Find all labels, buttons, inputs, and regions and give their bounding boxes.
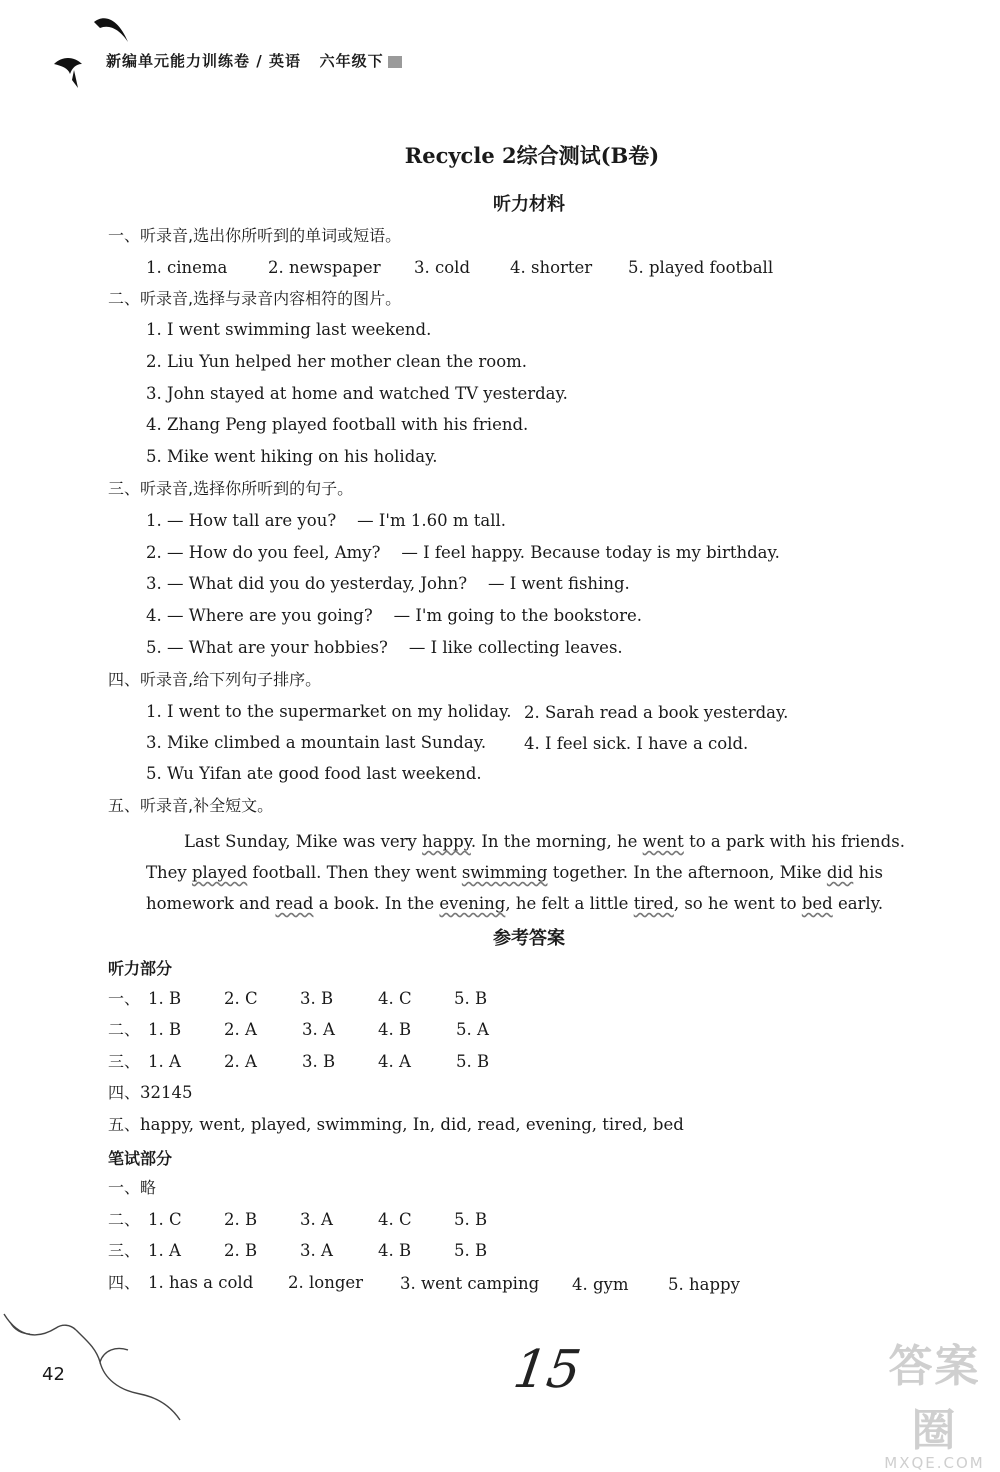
section-4-label: 四、听录音,给下列句子排序。 <box>108 670 322 689</box>
ordering-item: 1. I went to the supermarket on my holiday. <box>146 702 512 721</box>
ordering-item: 3. Mike climbed a mountain last Sunday. <box>146 733 487 752</box>
answer-item: 3. B <box>300 989 334 1008</box>
passage-answer-word: bed <box>801 894 833 913</box>
listening-part-label: 听力部分 <box>108 959 173 978</box>
dialogue-answer: — I'm going to the bookstore. <box>393 606 642 625</box>
passage-text: Last Sunday, Mike was very <box>184 832 423 851</box>
answer-item: 3. A <box>300 1241 333 1260</box>
section-5-label: 五、听录音,补全短文。 <box>108 796 274 815</box>
dialogue-number: 2. <box>146 543 162 562</box>
answer-item: 1. B <box>148 1020 182 1039</box>
section-3-label: 三、听录音,选择你所听到的句子。 <box>108 479 354 498</box>
answer-row-label: 三、 <box>108 1052 141 1071</box>
answer-item: 2. B <box>224 1241 258 1260</box>
dialogue-item <box>146 543 780 563</box>
bird-logo-icon <box>48 8 138 90</box>
passage-text: together. In the afternoon, Mike <box>547 863 827 882</box>
answer-item: 1. B <box>148 989 182 1008</box>
answer-item: 4. C <box>378 989 412 1008</box>
answer-row <box>108 1178 156 1197</box>
answer-item: 4. B <box>378 1241 412 1260</box>
answer-text: happy, went, played, swimming, In, did, read, evening, tired, bed <box>140 1115 684 1134</box>
passage-text: , so he went to <box>673 894 802 913</box>
dialogue-item <box>146 511 506 531</box>
passage-answer-word: happy <box>422 832 471 851</box>
answer-item: 1. A <box>148 1241 181 1260</box>
answer-row <box>108 1083 193 1103</box>
answer-item: 3. went camping <box>400 1274 540 1293</box>
answer-item: 4. A <box>378 1052 411 1071</box>
section-1-label: 一、听录音,选出你所听到的单词或短语。 <box>108 226 402 245</box>
ordering-item: 5. Wu Yifan ate good food last weekend. <box>146 764 482 783</box>
answer-item: 4. B <box>378 1020 412 1039</box>
passage-text: , he felt a little <box>505 894 634 913</box>
answer-text: 略 <box>140 1178 157 1197</box>
listening-item: 4. Zhang Peng played football with his friend. <box>146 415 529 434</box>
header-grade: 六年级下 <box>319 52 384 70</box>
dialogue-number: 1. <box>146 511 162 530</box>
dialogue-question: — How tall are you? <box>167 511 337 530</box>
dialogue-question: — What are your hobbies? <box>167 638 388 657</box>
word-item: 1. cinema <box>146 258 228 277</box>
answer-text: 32145 <box>140 1083 193 1102</box>
corner-decoration-icon <box>0 1300 190 1422</box>
answer-item: 4. gym <box>572 1275 629 1294</box>
dialogue-question: — How do you feel, Amy? <box>167 543 381 562</box>
listening-item: 1. I went swimming last weekend. <box>146 320 432 339</box>
passage-text: early. <box>832 894 884 913</box>
answer-row-label: 三、 <box>108 1241 141 1260</box>
dialogue-question: — What did you do yesterday, John? <box>167 574 468 593</box>
word-item: 3. cold <box>414 258 471 277</box>
ordering-item: 4. I feel sick. I have a cold. <box>524 734 749 753</box>
answer-item: 3. B <box>302 1052 336 1071</box>
page-title: Recycle 2综合测试(B卷) <box>404 143 660 168</box>
dialogue-number: 3. <box>146 574 162 593</box>
section-2-label: 二、听录音,选择与录音内容相符的图片。 <box>108 289 402 308</box>
dialogue-question: — Where are you going? <box>167 606 373 625</box>
word-item: 2. newspaper <box>268 258 381 277</box>
dialogue-number: 5. <box>146 638 162 657</box>
dialogue-answer: — I'm 1.60 m tall. <box>357 511 506 530</box>
answer-item: 5. B <box>454 989 488 1008</box>
answer-item: 2. B <box>224 1210 258 1229</box>
answer-item: 1. C <box>148 1210 182 1229</box>
dialogue-number: 4. <box>146 606 162 625</box>
answer-row-label: 二、 <box>108 1210 141 1229</box>
ordering-item: 2. Sarah read a book yesterday. <box>524 703 789 722</box>
answer-item: 2. A <box>224 1020 257 1039</box>
dialogue-item <box>146 574 630 594</box>
answer-item: 1. A <box>148 1052 181 1071</box>
answer-item: 5. B <box>454 1241 488 1260</box>
passage-answer-word: played <box>191 863 248 882</box>
answer-item: 1. has a cold <box>148 1273 254 1292</box>
answer-row-label: 一、 <box>108 989 141 1008</box>
watermark-main: 答案圈 <box>888 1341 981 1456</box>
word-item: 5. played football <box>628 258 774 277</box>
answer-row-label: 四、 <box>108 1083 141 1102</box>
passage-text: . In the morning, he <box>470 832 643 851</box>
listening-heading: 听力材料 <box>493 194 565 215</box>
answer-item: 4. C <box>378 1210 412 1229</box>
page-number: 42 <box>42 1364 65 1385</box>
answer-item: 3. A <box>300 1210 333 1229</box>
word-item: 4. shorter <box>510 258 593 277</box>
answer-row-label: 一、 <box>108 1178 141 1197</box>
dialogue-item <box>146 606 642 626</box>
answer-item: 5. A <box>456 1020 489 1039</box>
header-subject: 英语 <box>268 52 301 70</box>
passage-answer-word: tired <box>633 894 674 913</box>
dialogue-item <box>146 638 623 658</box>
listening-item: 3. John stayed at home and watched TV yesterday. <box>146 384 568 403</box>
dialogue-answer: — I feel happy. Because today is my birthday. <box>401 543 780 562</box>
passage-answer-word: went <box>642 832 684 851</box>
answer-item: 5. B <box>456 1052 490 1071</box>
answer-item: 2. A <box>224 1052 257 1071</box>
answer-row-label: 四、 <box>108 1273 141 1292</box>
answer-row-label: 五、 <box>108 1115 141 1134</box>
header-title: 新编单元能力训练卷 / 英语 六年级下 <box>106 50 402 71</box>
passage-answer-word: did <box>826 863 854 882</box>
answer-item: 2. longer <box>288 1273 364 1292</box>
passage-text: a book. In the <box>313 894 440 913</box>
answer-item: 5. happy <box>668 1275 740 1294</box>
passage <box>146 826 946 919</box>
passage-text: football. Then they went <box>247 863 462 882</box>
answer-item: 3. A <box>302 1020 335 1039</box>
passage-text: to a park with his friends. They <box>146 832 905 882</box>
passage-text: his homework and <box>146 863 883 913</box>
written-part-label: 笔试部分 <box>108 1149 173 1168</box>
answers-heading: 参考答案 <box>493 928 565 949</box>
answer-row <box>108 1115 684 1135</box>
passage-answer-word: read <box>275 894 314 913</box>
passage-answer-word: evening <box>439 894 506 913</box>
header-series: 新编单元能力训练卷 <box>106 52 251 70</box>
watermark <box>872 1330 997 1472</box>
dialogue-answer: — I like collecting leaves. <box>408 638 623 657</box>
answer-item: 5. B <box>454 1210 488 1229</box>
answer-row-label: 二、 <box>108 1020 141 1039</box>
listening-item: 2. Liu Yun helped her mother clean the room. <box>146 352 528 371</box>
dialogue-answer: — I went fishing. <box>488 574 630 593</box>
edition-tag-icon <box>388 56 402 68</box>
watermark-sub: MXQE.COM <box>884 1454 985 1472</box>
answer-item: 2. C <box>224 989 258 1008</box>
passage-answer-word: swimming <box>461 863 548 882</box>
listening-item: 5. Mike went hiking on his holiday. <box>146 447 438 466</box>
handwritten-note: 15 <box>509 1340 585 1400</box>
